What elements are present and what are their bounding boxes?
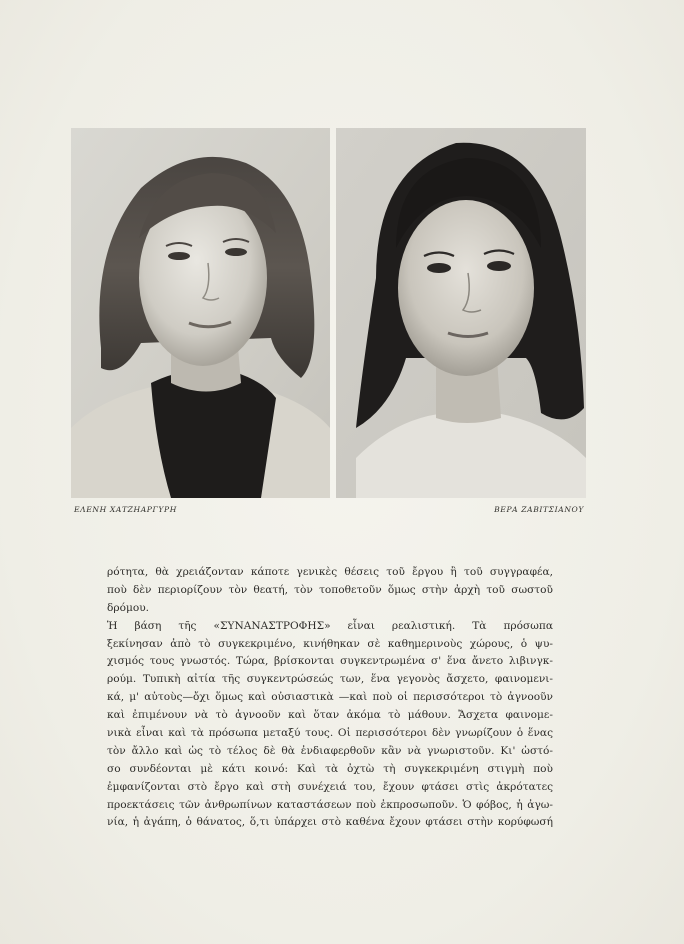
text-line: ρούμ. Τυπικὴ αἰτία τῆς συγκεντρώσεώς των, ἕνα γεγονὸς ἄσχετο, φαινομενι- xyxy=(107,673,553,686)
text-line: νικὰ εἶναι καὶ τὰ πρόσωπα μεταξύ τους. Οἱ περισσότεροι δὲν γνωρίζουν ὁ ἕνας xyxy=(107,727,553,740)
text-line: καὶ ἐπιμένουν νὰ τὸ ἀγνοοῦν καὶ ὅταν ἀκόμα τὸ μάθουν. Ἄσχετα φαινομε- xyxy=(107,709,553,722)
text-line: ποὺ δὲν περιορίζουν τὸν θεατή, τὸν τοποθετοῦν ὅμως στὴν ἀρχὴ τοῦ σωστοῦ xyxy=(107,583,553,596)
text-line: Ἡ βάση τῆς «ΣΥΝΑΝΑΣΤΡΟΦΗΣ» εἶναι ρεαλιστική. Τὰ πρόσωπα xyxy=(107,619,553,632)
text-line: νία, ἡ ἀγάπη, ὁ θάνατος, ὅ,τι ὑπάρχει στὸ καθένα ἔχουν φτάσει στὴν κορύφωσή xyxy=(107,816,553,829)
text-line: δρόμου. xyxy=(107,601,150,614)
text-line: ξεκίνησαν ἀπὸ τὸ συγκεκριμένο, κινήθηκαν σὲ καθημερινοὺς χώρους, ὁ ψυ- xyxy=(107,637,553,650)
text-line: ρότητα, θὰ χρειάζονταν κάποτε γενικὲς θέσεις τοῦ ἔργου ἢ τοῦ συγγραφέα, xyxy=(107,566,553,578)
article-body xyxy=(107,564,553,832)
caption-right: ΒΕΡΑ ΖΑΒΙΤΣΙΑΝΟΥ xyxy=(494,505,584,514)
caption-left: ΕΛΕΝΗ ΧΑΤΖΗΑΡΓΥΡΗ xyxy=(74,505,177,514)
text-line: κά, μ' αὐτοὺς—ὄχι ὅμως καὶ οὐσιαστικὰ —καὶ ποὺ οἱ περισσότεροι τὸ ἀγνοοῦν xyxy=(107,691,553,704)
text-line: ἐμφανίζονται στὸ ἔργο καὶ στὴ συνέχειά του, ἔχουν φτάσει στὶς ἀκρότατες xyxy=(107,780,553,793)
text-line: χισμός τους γνωστός. Τώρα, βρίσκονται συγκεντρωμένα σ' ἕνα ἄνετο λιβινγκ- xyxy=(107,655,553,668)
portrait-photo-left xyxy=(71,128,330,498)
text-line: προεκτάσεις τῶν ἀνθρωπίνων καταστάσεων ποὺ ἐκπροσωποῦν. Ὁ φόβος, ἡ ἀγω- xyxy=(107,798,553,811)
portrait-photo-right xyxy=(336,128,586,498)
text-line: τὸν ἄλλο καὶ ὡς τὸ τέλος δὲ θὰ ἐνδιαφερθοῦν κἂν νὰ γνωριστοῦν. Κι' ὡστό- xyxy=(107,744,553,757)
text-line: σο συνδέονται μὲ κάτι κοινό: Καὶ τὰ ὀχτὼ τὴ συγκεκριμένη στιγμὴ ποὺ xyxy=(107,762,553,775)
